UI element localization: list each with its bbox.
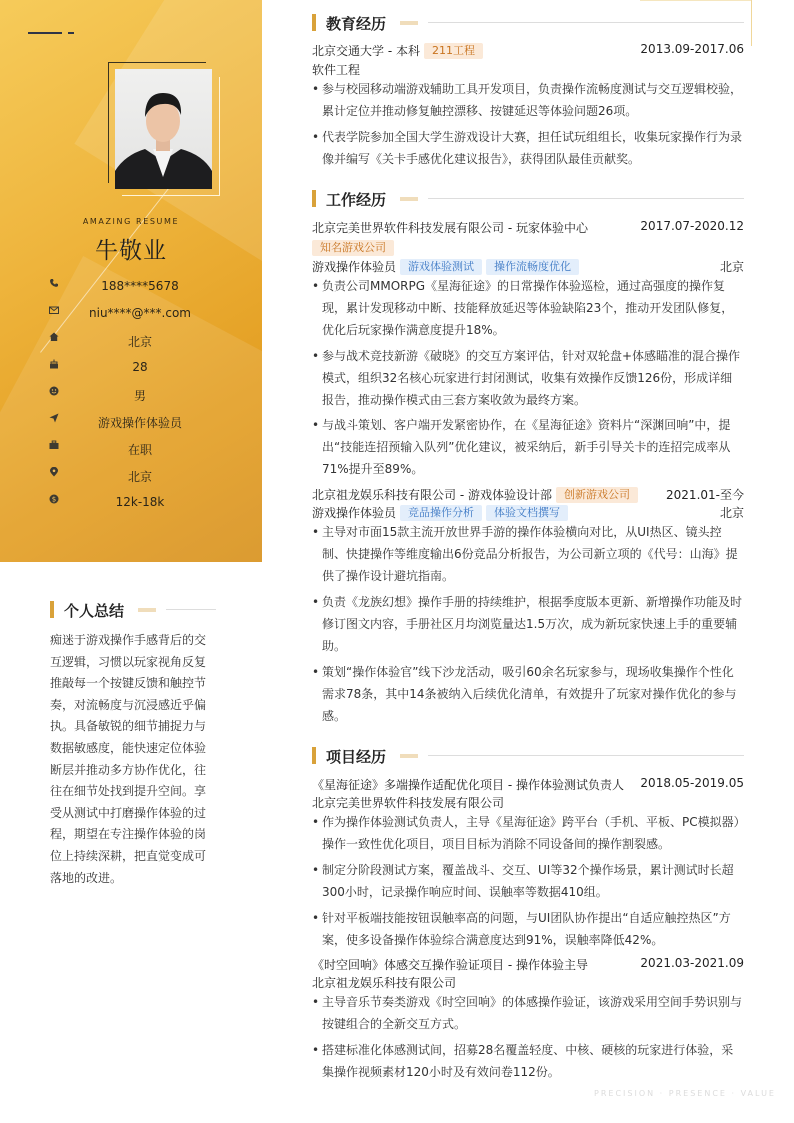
job-role-row [312,258,744,276]
school-name: 北京交通大学 - 本科 [312,44,420,58]
education-row [312,42,744,60]
work-section-header [312,189,744,209]
info-age: 28 [48,356,232,383]
education-title: 教育经历 [326,15,387,33]
project-org-row [312,974,744,992]
resume-tagline: AMAZING RESUME [82,217,180,226]
education-date: 2013.09-2017.06 [640,42,744,56]
job-role-row [312,504,744,522]
candidate-name: 牛敬业 [95,238,167,264]
photo-frame [122,77,220,196]
summary-section-header [50,600,220,620]
project-org: 北京祖龙娱乐科技有限公司 [312,976,457,990]
major-row [312,61,744,79]
info-location: 北京 [48,464,232,491]
section-rule [428,198,744,199]
project-header [312,956,744,974]
project-date: 2021.03-2021.09 [640,956,744,970]
job-role: 游戏操作体验员 [312,260,397,274]
project-date: 2018.05-2019.05 [640,776,744,790]
section-accent-bar [50,601,54,618]
school-tag: 211工程 [424,43,483,59]
company-tag: 知名游戏公司 [312,240,394,256]
project-name: 《星海征途》多端操作适配优化项目 - 操作体验测试负责人 [312,778,624,792]
skill-tag: 游戏体验测试 [400,259,482,275]
job-date: 2017.07-2020.12 [640,219,744,233]
svg-text:$: $ [51,495,56,504]
project-header [312,776,744,794]
projects-section-header [312,746,744,766]
section-rule [428,22,744,23]
project-name: 《时空回响》体感交互操作验证项目 - 操作体验主导 [312,958,588,972]
section-accent-bar [312,14,316,31]
job-header [312,219,744,237]
job-company: 北京完美世界软件科技发展有限公司 - 玩家体验中心 [312,221,588,235]
summary-title: 个人总结 [64,602,125,620]
section-accent-bar [312,747,316,764]
section-pill [138,608,156,612]
section-rule [166,609,216,610]
job-city: 北京 [719,260,744,274]
job-header [312,486,744,504]
info-home: 北京 [48,329,232,356]
skill-tag: 操作流畅度优化 [486,259,579,275]
footer-motto: PRECISION · PRESENCE · VALUE [594,1089,776,1098]
contact-info-list [48,275,232,518]
section-accent-bar [312,190,316,207]
info-position: 游戏操作体验员 [48,410,232,437]
info-gender: 男 [48,383,232,410]
section-pill [400,21,418,25]
job-date: 2021.01-至今 [666,488,744,502]
projects-title: 项目经历 [326,748,387,766]
info-phone: 188****5678 [48,275,232,302]
section-rule [428,755,744,756]
decorative-line [751,0,752,46]
section-pill [400,197,418,201]
job-city: 北京 [719,506,744,520]
project-org: 北京完美世界软件科技发展有限公司 [312,796,505,810]
job-company: 北京祖龙娱乐科技有限公司 - 游戏体验设计部 [312,488,552,502]
work-title: 工作经历 [326,191,387,209]
education-section-header [312,13,744,33]
summary-text: 痴迷于游戏操作手感背后的交互逻辑，习惯以玩家视角反复推敲每一个按键反馈和触控节奏，对流畅度与沉浸感近乎偏执。具备敏锐的细节捕捉力与数据敏感度，能快速定位体验断层并推动多方协作优化，往往在细节处找到提升空间。享受从测试中打磨操作体验的过程，期望在专注操作体验的岗位上持续深耕，把直觉变成可落地的改进。 [50,633,207,885]
major: 软件工程 [312,63,361,77]
job-company-tag-row [312,240,744,258]
decorative-line [640,0,751,1]
info-email: niu****@***.com [48,302,232,329]
skill-tag: 体验文档撰写 [486,505,568,521]
project-org-row [312,794,744,812]
info-salary: $ 12k-18k [48,491,232,518]
job-role: 游戏操作体验员 [312,506,397,520]
section-pill [400,754,418,758]
info-status: 在职 [48,437,232,464]
skill-tag: 竞品操作分析 [400,505,482,521]
company-tag: 创新游戏公司 [556,487,638,503]
